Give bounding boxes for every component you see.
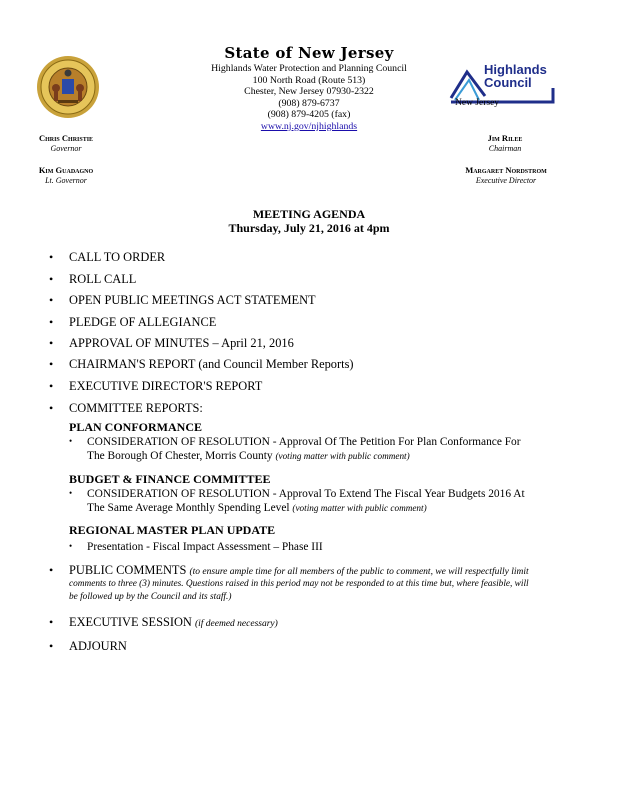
agenda-item-text: ADJOURN <box>69 639 127 653</box>
agenda-item-text: APPROVAL OF MINUTES – April 21, 2016 <box>69 336 294 350</box>
agenda-item-text: CALL TO ORDER <box>69 250 166 264</box>
agenda-item-text: EXECUTIVE DIRECTOR'S REPORT <box>69 379 263 393</box>
lt-governor-block <box>30 165 102 186</box>
agenda-item-text: PLEDGE OF ALLEGIANCE <box>69 315 217 329</box>
committee-item-text: The Same Average Monthly Spending Level <box>87 502 290 514</box>
committee-heading: BUDGET & FINANCE COMMITTEE <box>69 472 271 486</box>
agenda-item-text: COMMITTEE REPORTS: <box>69 401 203 415</box>
agenda-heading <box>0 207 618 235</box>
fax: (908) 879-4205 (fax) <box>267 109 351 121</box>
bullet: • <box>49 293 54 307</box>
executive-session-note: (if deemed necessary) <box>194 619 278 629</box>
phone: (908) 879-6737 <box>278 97 340 109</box>
bullet: • <box>69 541 73 551</box>
chairman-title: Chairman <box>488 143 522 153</box>
committee-item-text: The Borough Of Chester, Morris County <box>87 450 273 462</box>
bullet: • <box>49 639 54 653</box>
agenda-item-text: CHAIRMAN'S REPORT (and Council Member Reports) <box>69 357 354 371</box>
committee-item <box>69 539 323 555</box>
bullet: • <box>49 336 54 350</box>
agenda-item-text: ROLL CALL <box>69 272 137 286</box>
agenda-title: MEETING AGENDA <box>252 207 366 221</box>
agency-name: Highlands Water Protection and Planning Council <box>211 63 407 74</box>
agenda-item-text: EXECUTIVE SESSION <box>69 615 192 629</box>
letterhead <box>150 43 468 133</box>
agenda-date: Thursday, July 21, 2016 at 4pm <box>228 221 390 235</box>
bullet: • <box>49 272 54 286</box>
agenda-item <box>49 357 354 372</box>
bullet: • <box>49 401 54 415</box>
bullet: • <box>49 315 54 329</box>
agenda-item <box>49 250 165 265</box>
executive-director-name: Margaret Nordstrom <box>465 165 547 175</box>
governor-title: Governor <box>50 143 82 153</box>
committee-item <box>69 486 525 502</box>
committee-item-note: (voting matter with public comment) <box>292 503 427 513</box>
committee-heading: REGIONAL MASTER PLAN UPDATE <box>69 523 276 537</box>
nj-state-seal-icon <box>36 55 100 119</box>
agenda-item <box>49 379 262 394</box>
bullet: • <box>49 357 54 371</box>
bullet: • <box>49 250 54 264</box>
agenda-item <box>49 293 316 308</box>
logo-sub: New Jersey <box>455 98 500 108</box>
website-link[interactable]: www.nj.gov/njhighlands <box>260 120 358 132</box>
lt-governor-title: Lt. Governor <box>45 175 87 185</box>
committee-item-text: CONSIDERATION OF RESOLUTION - Approval To Extend The Fiscal Year Budgets 2016 At <box>87 488 525 500</box>
governor-name: Chris Christie <box>38 133 94 143</box>
address-line-2: Chester, New Jersey 07930-2322 <box>244 86 374 98</box>
public-comments-note-cont: be followed up by the Council and its staff.) <box>69 592 232 602</box>
logo-line-2: Council <box>484 75 532 90</box>
agenda-item <box>49 315 216 330</box>
agenda-item <box>49 336 294 351</box>
executive-director-block <box>452 165 560 186</box>
address-line-1: 100 North Road (Route 513) <box>252 74 366 86</box>
committee-item-cont <box>87 501 427 516</box>
agenda-item-executive-session <box>49 615 278 632</box>
bullet: • <box>49 379 54 393</box>
lt-governor-name: Kim Guadagno <box>38 165 94 175</box>
agenda-item-text: PUBLIC COMMENTS <box>69 563 187 577</box>
committee-item-text: CONSIDERATION OF RESOLUTION - Approval Of The Petition For Plan Conformance For <box>87 436 521 448</box>
agenda-item <box>49 272 136 287</box>
logo-line-1: Highlands <box>484 62 547 77</box>
public-comments-note: (to ensure ample time for all members of the public to comment, we will respectfully limit <box>189 567 529 577</box>
governor-block <box>36 133 96 154</box>
executive-director-title: Executive Director <box>475 175 537 185</box>
bullet: • <box>49 615 54 629</box>
committee-item-text: Presentation - Fiscal Impact Assessment – Phase III <box>87 541 323 553</box>
agenda-item-text: OPEN PUBLIC MEETINGS ACT STATEMENT <box>69 293 316 307</box>
logo-text <box>484 63 547 89</box>
committee-item-cont <box>87 449 410 464</box>
bullet: • <box>49 563 54 577</box>
committee-item <box>69 434 521 450</box>
public-comments-note-cont: comments to three (3) minutes. Questions raised in this period may not be responded to at this time but, where feasible, will <box>69 579 529 589</box>
bullet: • <box>69 436 73 446</box>
chairman-block <box>470 133 540 154</box>
agenda-item <box>49 401 203 416</box>
committee-heading: PLAN CONFORMANCE <box>69 420 202 434</box>
state-title: State of New Jersey <box>224 44 394 62</box>
agenda-item-adjourn <box>49 639 127 654</box>
bullet: • <box>69 488 73 498</box>
committee-item-note: (voting matter with public comment) <box>275 451 410 461</box>
chairman-name: Jim Rilee <box>487 133 523 143</box>
